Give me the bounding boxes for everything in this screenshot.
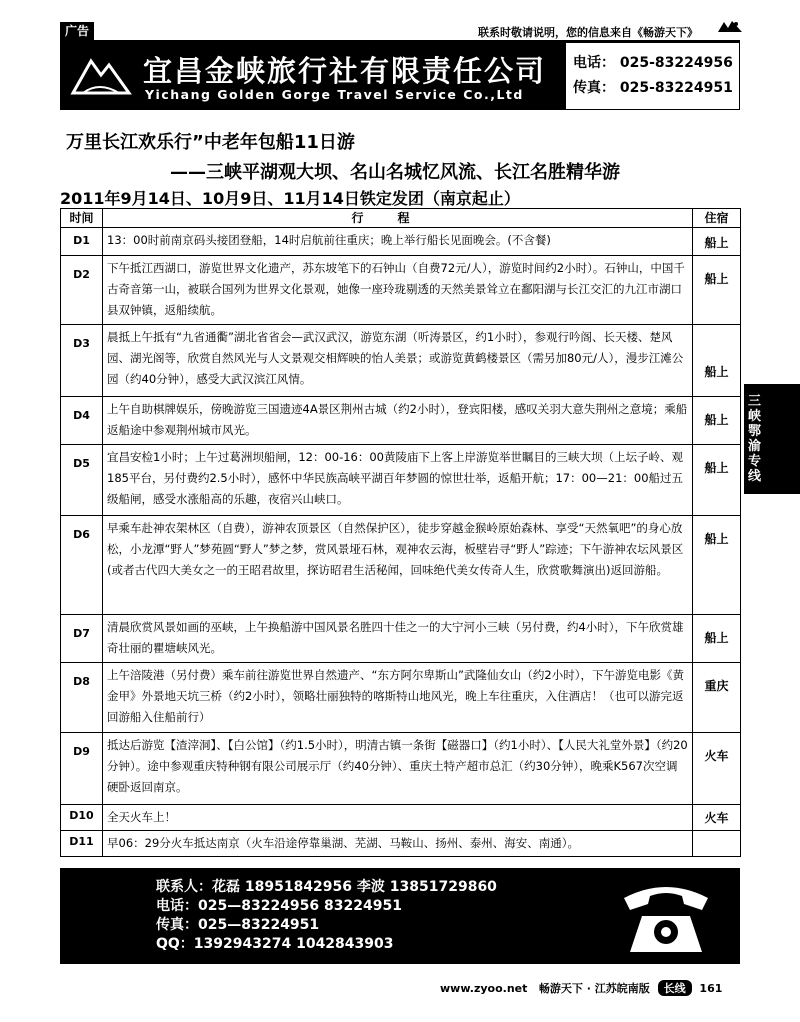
table-row (61, 228, 741, 256)
source-note: 联系时敬请说明，您的信息来自《畅游天下》 (478, 26, 698, 39)
day-cell: D7 (61, 615, 103, 663)
desc-cell: 早06：29分火车抵达南京（火车沿途停靠巢湖、芜湖、马鞍山、扬州、泰州、海安、南通）。 (103, 831, 693, 857)
desc-cell: 晨抵上午抵有“九省通衢”湖北省省会—武汉武汉，游览东湖（听涛景区，约1小时），参观行吟阁、长天楼、楚风园、湖光阁等，欣赏自然风光与人文景观交相辉映的怡人美景；或游览黄鹤楼景区（需另加80元/人），漫步江滩公园（约40分钟），感受大武汉滨江风情。 (103, 325, 693, 397)
header-stay: 住宿 (693, 209, 741, 228)
desc-cell: 下午抵江西湖口，游览世界文化遗产，苏东坡笔下的石钟山（自费72元/人），游览时间约2小时）。石钟山，中国千古奇音第一山，被联合国列为世界文化景观，她像一座玲珑剔透的天然美景耸立在鄱阳湖与长江交汇的九江市湖口县双钟镇，返船续航。 (103, 256, 693, 325)
header-itinerary: 行程 (103, 209, 693, 228)
page-footer-bar (440, 980, 722, 996)
ad-tag: 广告 (60, 22, 94, 40)
side-tab-label: 三峡鄂渝专线 (748, 394, 762, 484)
magazine-logo-icon (716, 18, 744, 36)
magazine-name: 畅游天下 · 江苏皖南版 (538, 982, 650, 995)
day-cell: D1 (61, 228, 103, 256)
footer-contacts (156, 878, 497, 954)
desc-cell: 清晨欣赏风景如画的巫峡，上午换船游中国风景名胜四十佳之一的大宁河小三峡（另付费，约4小时），下午欣赏雄奇壮丽的瞿塘峡风光。 (103, 615, 693, 663)
banner-logo-area (61, 43, 566, 109)
stay-cell: 船上 (693, 615, 741, 663)
table-row (61, 733, 741, 805)
day-cell: D11 (61, 831, 103, 857)
table-header-row (61, 209, 741, 228)
footer-fax: 传真：025—83224951 (156, 917, 320, 933)
footer-contact-persons: 联系人：花磊 18951842956 李波 13851729860 (156, 879, 497, 895)
desc-cell: 早乘车赴神农架林区（自费），游神农顶景区（自然保护区），徒步穿越金猴岭原始森林、享受“天然氧吧”的身心放松，小龙潭“野人”梦苑圆“野人”梦之梦，赏风景垭石林，观神农云海，板壁岩寻“野人”踪迹；下午游神农坛风景区(或者古代四大美女之一的王昭君故里，探访昭君生活秘闻，回味绝代美女传奇人生，欣赏歌舞演出)返回游船。 (103, 516, 693, 615)
day-cell: D5 (61, 445, 103, 516)
company-name-cn: 宜昌金峡旅行社有限责任公司 (143, 54, 547, 88)
table-row (61, 397, 741, 445)
stay-cell: 重庆 (693, 663, 741, 733)
stay-cell: 船上 (693, 256, 741, 325)
desc-cell: 全天火车上！ (103, 805, 693, 831)
stay-cell: 火车 (693, 805, 741, 831)
stay-cell: 船上 (693, 325, 741, 397)
desc-cell: 抵达后游览【渣滓洞】、【白公馆】（约1.5小时），明清古镇一条街【磁器口】（约1小时）、【人民大礼堂外景】（约20分钟）。途中参观重庆特种钢有限公司展示厅（约40分钟）、重庆土特产超市总汇（约30分钟），晚乘K567次空调硬卧返回南京。 (103, 733, 693, 805)
desc-cell: 上午自助棋牌娱乐，傍晚游览三国遗迹4A景区荆州古城（约2小时），登宾阳楼，感叹关羽大意失荆州之意境；乘船返船途中参观荆州城市风光。 (103, 397, 693, 445)
desc-cell: 宜昌安检1小时；上午过葛洲坝船闸，12：00-16：00黄陵庙下上客上岸游览举世瞩目的三峡大坝（上坛子岭、观185平台，另付费约2.5小时），感怀中华民族高峡平湖百年梦圆的惊世壮举，返船开航；17：00—21：00船过五级船闸，感受水涨船高的乐趣，夜宿兴山峡口。 (103, 445, 693, 516)
site-url: www.zyoo.net (440, 982, 528, 995)
table-row (61, 663, 741, 733)
itinerary-table (60, 208, 741, 857)
header-time: 时间 (61, 209, 103, 228)
table-row (61, 831, 741, 857)
desc-cell: 上午涪陵港（另付费）乘车前往游览世界自然遗产、“东方阿尔卑斯山”武隆仙女山（约2小时），下午游览电影《黄金甲》外景地天坑三桥（约2小时），领略壮丽独特的喀斯特山地风光，晚上车往重庆，入住酒店！（也可以游完返回游船入住船前行） (103, 663, 693, 733)
telephone-icon (618, 876, 714, 958)
banner-phone: 电话： 025-83224956 (573, 55, 733, 71)
day-cell: D8 (61, 663, 103, 733)
stay-cell: 船上 (693, 397, 741, 445)
day-cell: D4 (61, 397, 103, 445)
day-cell: D10 (61, 805, 103, 831)
stay-cell: 船上 (693, 228, 741, 256)
departure-dates: 2011年9月14日、10月9日、11月14日铁定发团（南京起止） (60, 189, 520, 208)
banner-contacts (573, 51, 733, 101)
contact-footer (60, 868, 740, 964)
page-number: 161 (699, 982, 723, 995)
tour-title: 万里长江欢乐行”中老年包船11日游 (66, 132, 355, 153)
section-tag: 长线 (658, 980, 692, 996)
desc-cell: 13：00时前南京码头接团登船，14时启航前往重庆；晚上举行船长见面晚会。(不含餐) (103, 228, 693, 256)
day-cell: D3 (61, 325, 103, 397)
banner-fax: 传真： 025-83224951 (573, 80, 733, 96)
table-row (61, 615, 741, 663)
stay-cell: 火车 (693, 733, 741, 805)
mountain-logo-icon (69, 51, 133, 101)
table-row (61, 445, 741, 516)
footer-qq: QQ：1392943274 1042843903 (156, 936, 394, 952)
table-row (61, 256, 741, 325)
stay-cell: 船上 (693, 516, 741, 615)
company-name-en: Yichang Golden Gorge Travel Service Co.,Ltd (145, 87, 524, 102)
stay-cell (693, 831, 741, 857)
day-cell: D9 (61, 733, 103, 805)
side-route-tab (744, 384, 800, 494)
table-row (61, 516, 741, 615)
company-banner (60, 42, 740, 110)
table-row (61, 805, 741, 831)
footer-phone: 电话：025—83224956 83224951 (156, 898, 402, 914)
stay-cell: 船上 (693, 445, 741, 516)
tour-subtitle: ——三峡平湖观大坝、名山名城忆风流、长江名胜精华游 (170, 162, 620, 183)
table-row (61, 325, 741, 397)
day-cell: D6 (61, 516, 103, 615)
day-cell: D2 (61, 256, 103, 325)
